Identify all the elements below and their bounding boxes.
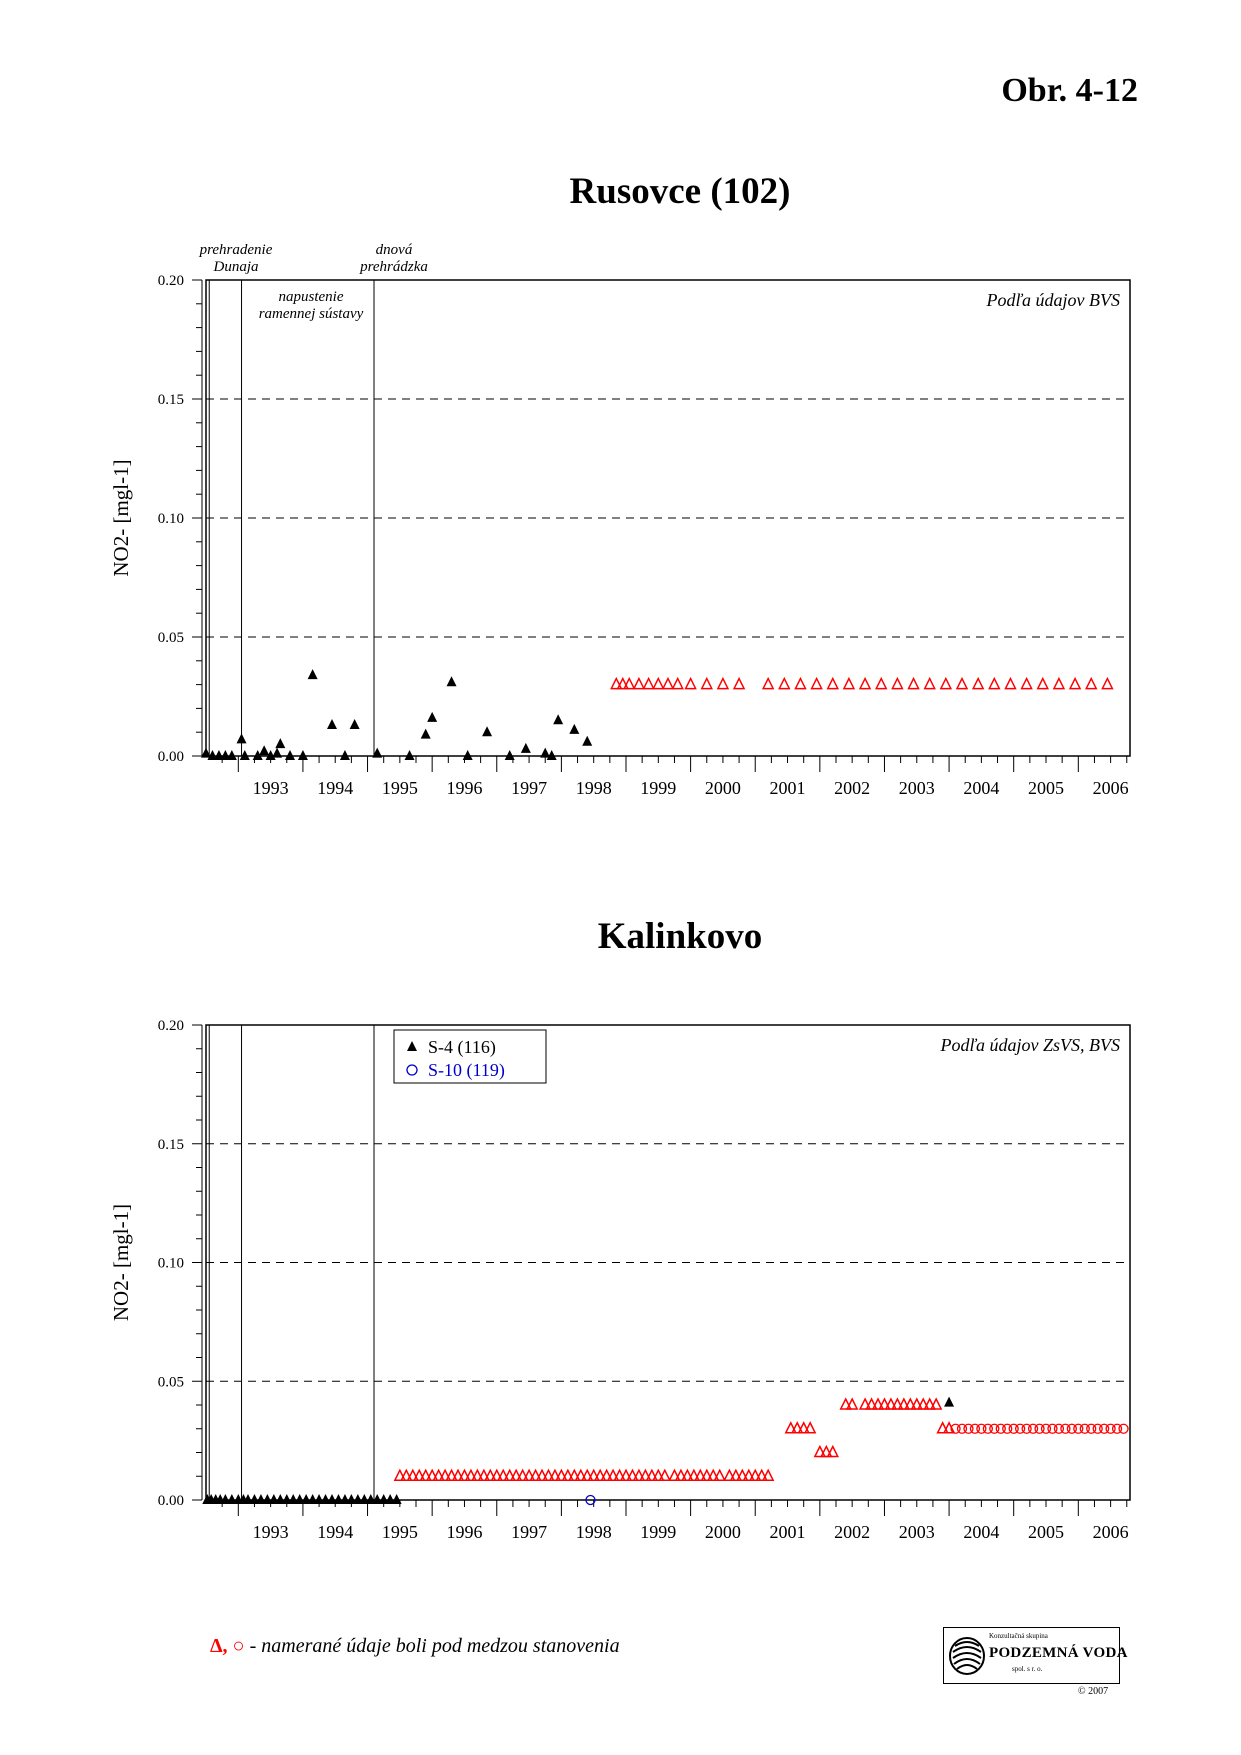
logo-sub-text: spol. s r. o. [1012,1665,1043,1673]
x-tick-label: 1996 [446,1522,483,1542]
y-tick-label: 0.15 [157,392,184,408]
x-tick-label: 2002 [834,1522,871,1542]
chart-title-kalinkovo: Kalinkovo [597,916,763,957]
x-tick-label: 1997 [511,1522,548,1542]
x-tick-label: 1996 [446,778,483,798]
x-tick-label: 1998 [575,778,612,798]
footnote-text: - namerané údaje boli pod medzou stanovenia [244,1635,620,1657]
x-tick-label: 2003 [898,778,935,798]
x-tick-label: 2000 [704,778,741,798]
x-tick-label: 2001 [769,778,806,798]
x-tick-label: 2001 [769,1522,806,1542]
y-axis-title: NO2- [mgl-1] [109,1203,133,1322]
footnote-symbols: Δ, ○ [210,1635,245,1657]
podzemna-voda-logo-icon [948,1636,986,1676]
event-label: napustenie [278,289,344,305]
x-tick-label: 1993 [252,778,289,798]
x-tick-label: 2003 [898,1522,935,1542]
x-tick-label: 1999 [640,1522,677,1542]
x-tick-label: 2005 [1028,778,1064,798]
x-tick-label: 1998 [575,1522,612,1542]
x-tick-label: 2006 [1092,778,1129,798]
data-point [944,1397,954,1407]
figure-id: Obr. 4-12 [1001,72,1138,109]
y-tick-label: 0.10 [157,511,184,527]
y-tick-label: 0.00 [157,749,184,765]
y-tick-label: 0.20 [157,273,184,289]
y-tick-label: 0.05 [157,630,184,646]
logo-copyright: © 2007 [1078,1686,1109,1697]
x-tick-label: 2004 [963,778,1000,798]
event-label: ramennej sústavy [258,306,364,322]
x-tick-label: 1994 [317,1522,354,1542]
source-note: Podľa údajov BVS [986,290,1120,310]
source-note: Podľa údajov ZsVS, BVS [940,1035,1120,1055]
event-label: prehradenie [199,242,273,258]
legend-label: S-4 (116) [428,1037,496,1057]
legend-label: S-10 (119) [428,1060,505,1080]
event-label: prehrádzka [360,259,428,275]
x-tick-label: 1994 [317,778,354,798]
x-tick-label: 2006 [1092,1522,1129,1542]
company-logo [943,1627,1128,1684]
y-tick-label: 0.00 [157,1493,184,1509]
y-tick-label: 0.10 [157,1255,184,1272]
x-tick-label: 1995 [381,778,418,798]
footnote [210,1635,620,1658]
y-tick-label: 0.15 [157,1136,184,1153]
y-axis-title: NO2- [mgl-1] [109,459,133,577]
data-point [392,1494,402,1504]
x-tick-label: 2004 [963,1522,1000,1542]
event-label: dnová [375,242,413,258]
x-tick-label: 1995 [381,1522,418,1542]
x-tick-label: 1993 [252,1522,289,1542]
chart-title-rusovce: Rusovce (102) [569,171,791,212]
logo-main-text: PODZEMNÁ VODA [989,1645,1128,1661]
y-tick-label: 0.05 [157,1374,184,1391]
data-point [1119,1424,1128,1433]
x-tick-label: 1999 [640,778,677,798]
x-tick-label: 1997 [511,778,548,798]
event-label: Dunaja [213,259,259,275]
x-tick-label: 2002 [834,778,871,798]
x-tick-label: 2000 [704,1522,741,1542]
y-tick-label: 0.20 [157,1018,184,1034]
x-tick-label: 2005 [1028,1522,1064,1542]
logo-top-text: Konzultačná skupina [989,1632,1048,1640]
